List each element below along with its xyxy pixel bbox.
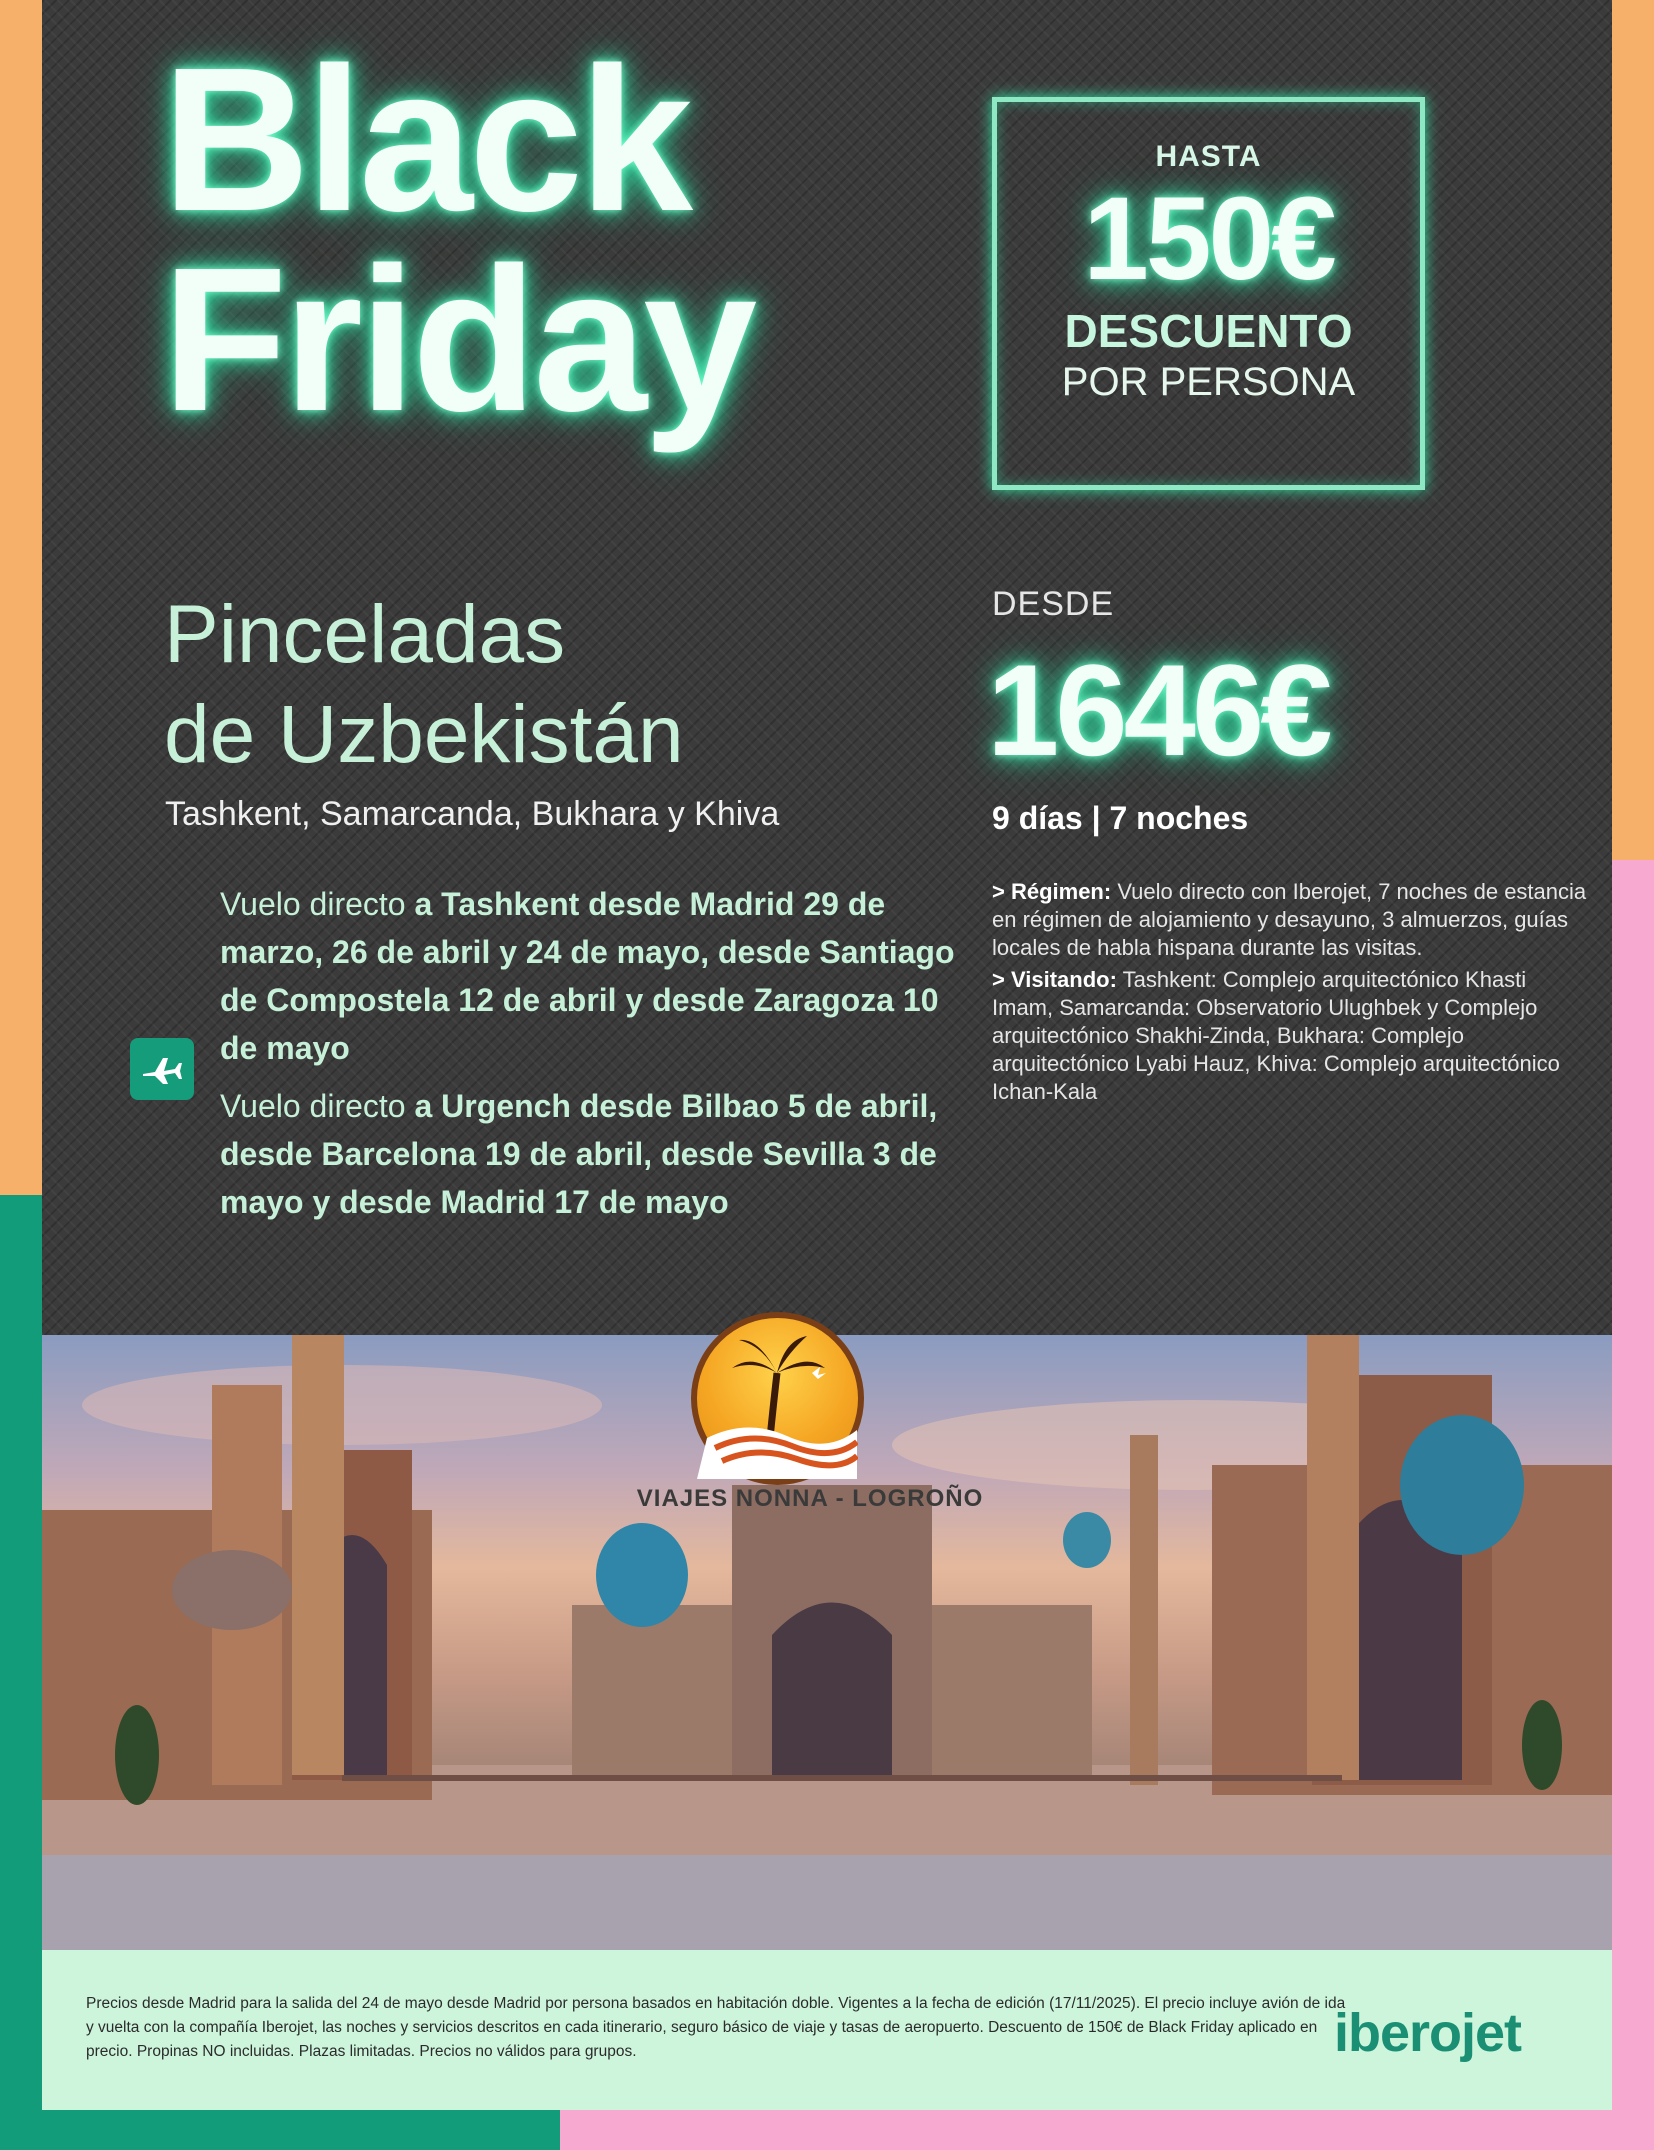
flight-intro: Vuelo directo [220,886,415,922]
price-prefix: DESDE [992,585,1115,623]
regimen-item [992,878,1592,962]
headline-line-2: Friday [162,225,754,454]
flight-details: a Urgench desde Bilbao 5 de abril, desde Barcelona 19 de abril, desde Sevilla 3 de mayo y desde Madrid 17 de mayo [220,1088,938,1220]
visitando-label: > Visitando: [992,967,1117,992]
flight-intro: Vuelo directo [220,1088,415,1124]
decor-pink-band-bottom [560,2110,1654,2150]
trip-title-line-1: Pinceladas [164,589,566,680]
trip-details [992,878,1592,1110]
discount-label: DESCUENTO [1064,305,1353,357]
visitando-text: Tashkent: Complejo arquitectónico Khasti Imam, Samarcanda: Observatorio Ulughbek y Complejo arquitectónico Shakhi-Zinda, Bukhara: Complejo arquitectónico Lyabi Hauz, Khiva: Complejo arquitectónico Ichan-Kala [992,967,1560,1104]
flight-list [220,880,980,1236]
legal-text: Precios desde Madrid para la salida del 24 de mayo desde Madrid por persona basados en habitación doble. Vigentes a la fecha de edición (17/11/2025). El precio incluye avión de ida y vuelta con la compañía Iberojet, las noches y servicios descritos en cada itinerario, seguro básico de viaje y tasas de aeropuerto. Descuento de 150€ de Black Friday aplicado en precio. Propinas NO incluidas. Plazas limitadas. Precios no válidos para grupos. [86,1995,1346,2060]
promo-panel [42,0,1612,1335]
discount-amount: 150€ [1083,173,1334,305]
regimen-text: Vuelo directo con Iberojet, 7 noches de estancia en régimen de alojamiento y desayuno, 3 almuerzos, guías locales de habla hispana durante las visitas. [992,879,1587,960]
visitando-item [992,966,1592,1106]
footer [42,1950,1612,2110]
decor-green-band-bottom [0,2110,600,2150]
flight-item [220,1082,980,1226]
discount-box [992,97,1425,490]
iberojet-logo: iberojet [1334,2003,1522,2063]
discount-prefix: HASTA [1155,140,1262,173]
discount-unit: POR PERSONA [1061,360,1356,404]
price-amount: 1646€ [987,637,1329,783]
regimen-label: > Régimen: [992,879,1112,904]
palm-tree-logo [691,1312,864,1485]
trip-duration: 9 días | 7 noches [992,800,1249,836]
trip-cities: Tashkent, Samarcanda, Bukhara y Khiva [165,795,780,833]
agency-name: VIAJES NONNA - LOGROÑO [636,1485,984,1512]
trip-title-line-2: de Uzbekistán [164,689,684,780]
flight-item [220,880,980,1072]
trip-title [164,585,964,785]
headline [162,25,754,454]
flight-details: a Tashkent desde Madrid 29 de marzo, 26 de abril y 24 de mayo, desde Santiago de Compostela 12 de abril y desde Zaragoza 10 de mayo [220,886,955,1066]
headline-line-1: Black [162,25,690,254]
plane-icon [130,1038,194,1100]
